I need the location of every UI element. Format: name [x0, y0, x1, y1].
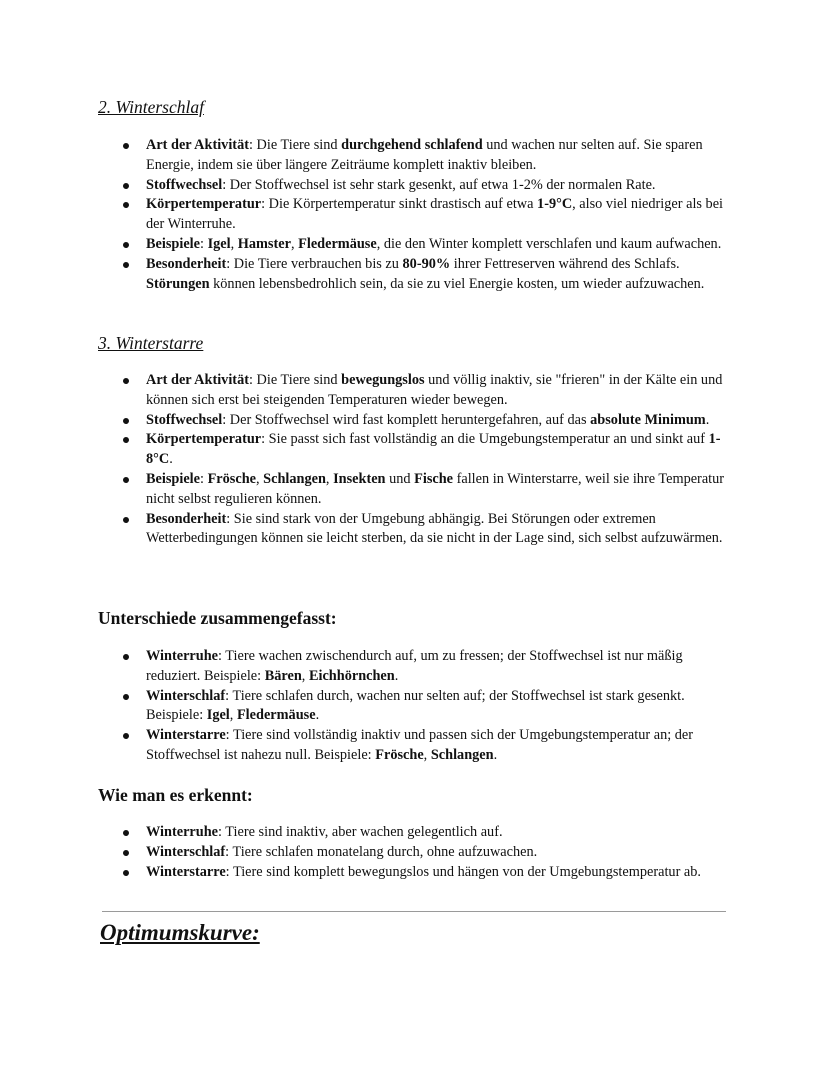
list-item: Beispiele: Igel, Hamster, Fledermäuse, die den Winter komplett verschlafen und kaum aufwachen.: [146, 235, 736, 255]
list-item: Winterschlaf: Tiere schlafen durch, wachen nur selten auf; der Stoffwechsel ist stark gesenkt. Beispiele: Igel, Fledermäuse.: [146, 687, 736, 727]
list-item: Winterschlaf: Tiere schlafen monatelang durch, ohne aufzuwachen.: [146, 843, 736, 863]
horizontal-rule: [102, 911, 726, 912]
list-unterschiede: [146, 647, 736, 766]
list-item: Winterruhe: Tiere sind inaktiv, aber wachen gelegentlich auf.: [146, 823, 736, 843]
list-item: Winterstarre: Tiere sind komplett bewegungslos und hängen von der Umgebungstemperatur ab.: [146, 863, 736, 883]
list-item: Stoffwechsel: Der Stoffwechsel wird fast komplett heruntergefahren, auf das absolute Minimum.: [146, 411, 736, 431]
list-winterschlaf: [146, 136, 736, 294]
list-item: Winterstarre: Tiere sind vollständig inaktiv und passen sich der Umgebungstemperatur an; der Stoffwechsel ist nahezu null. Beispiele: Frösche, Schlangen.: [146, 726, 736, 766]
list-item: Körpertemperatur: Sie passt sich fast vollständig an die Umgebungstemperatur an und sinkt auf 1-8°C.: [146, 430, 736, 470]
heading-erkennen: Wie man es erkennt:: [98, 785, 253, 805]
list-item: Art der Aktivität: Die Tiere sind durchgehend schlafend und wachen nur selten auf. Sie sparen Energie, indem sie über längere Zeiträume komplett inaktiv bleiben.: [146, 136, 736, 176]
list-item: Stoffwechsel: Der Stoffwechsel ist sehr stark gesenkt, auf etwa 1-2% der normalen Rate.: [146, 176, 736, 196]
list-item: Winterruhe: Tiere wachen zwischendurch auf, um zu fressen; der Stoffwechsel ist nur mäßig reduziert. Beispiele: Bären, Eichhörnchen.: [146, 647, 736, 687]
heading-winterstarre: 3. Winterstarre: [98, 333, 204, 353]
list-item: Körpertemperatur: Die Körpertemperatur sinkt drastisch auf etwa 1-9°C, also viel niedriger als bei der Winterruhe.: [146, 195, 736, 235]
list-item: Besonderheit: Die Tiere verbrauchen bis zu 80-90% ihrer Fettreserven während des Schlafs. Störungen können lebensbedrohlich sein, da sie zu viel Energie kosten, um wieder aufzuwachen.: [146, 255, 736, 295]
heading-optimumskurve: Optimumskurve:: [100, 920, 260, 945]
list-item: Art der Aktivität: Die Tiere sind bewegungslos und völlig inaktiv, sie "frieren" in der Kälte ein und können sich erst bei steigenden Temperaturen wieder bewegen.: [146, 371, 736, 411]
heading-unterschiede: Unterschiede zusammengefasst:: [98, 608, 337, 628]
list-item: Beispiele: Frösche, Schlangen, Insekten und Fische fallen in Winterstarre, weil sie ihre Temperatur nicht selbst regulieren können.: [146, 470, 736, 510]
list-erkennen: [146, 823, 736, 882]
heading-winterschlaf: 2. Winterschlaf: [98, 97, 204, 117]
list-item: Besonderheit: Sie sind stark von der Umgebung abhängig. Bei Störungen oder extremen Wetterbedingungen können sie leicht sterben, da sie nicht in der Lage sind, sich selbst aufzuwärmen.: [146, 510, 736, 550]
list-winterstarre: [146, 371, 736, 549]
